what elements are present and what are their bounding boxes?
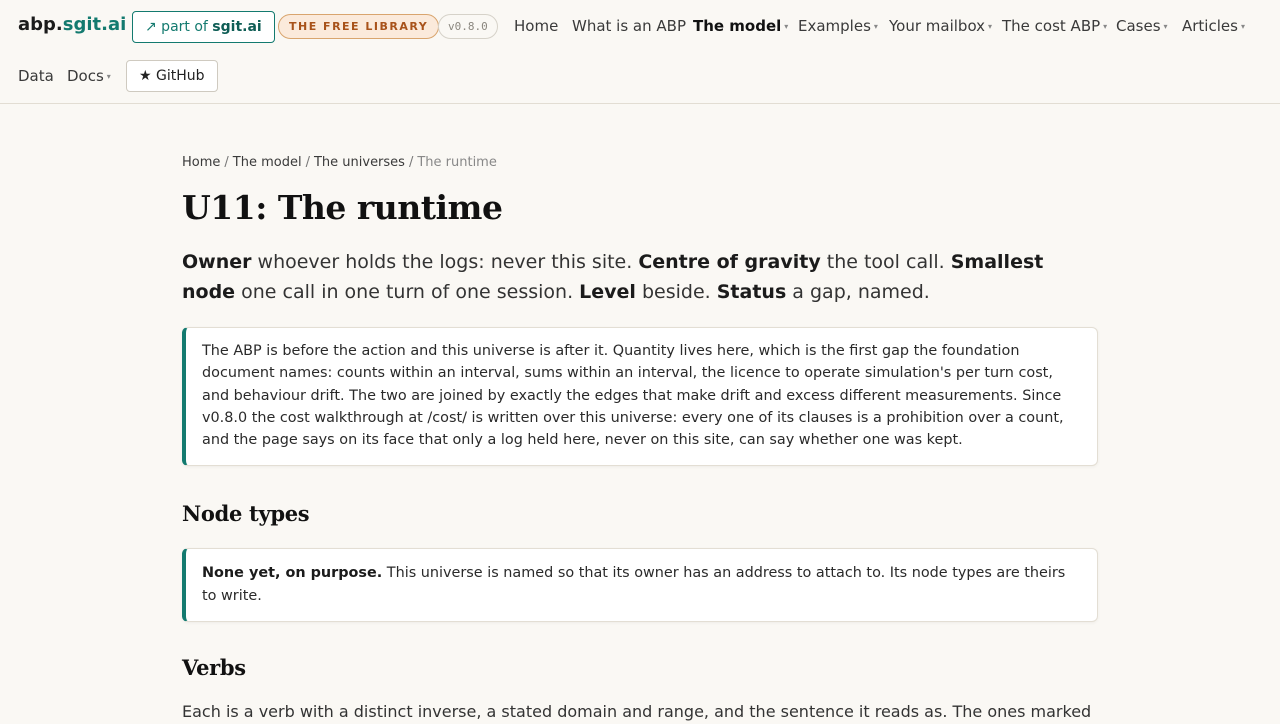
part-of-prefix: ↗ part of — [145, 19, 213, 35]
verbs-intro-text: Each is a verb with a distinct inverse, a stated domain and range, and the sentence it reads as. The ones marked — [182, 702, 1092, 722]
free-library-badge: THE FREE LIBRARY — [278, 14, 439, 39]
node-types-callout — [182, 548, 1098, 622]
node-types-bold: None yet, on purpose. — [202, 565, 383, 582]
node-types-text: This universe is named so that its owner has an address to attach to. Its node types are theirs to write. — [202, 565, 1066, 604]
breadcrumb-the-universes[interactable]: The universes — [313, 155, 405, 170]
lede-text: whoever holds the logs: never this site. — [251, 251, 639, 273]
chevron-down-icon: ▾ — [1103, 22, 1108, 31]
chevron-down-icon: ▾ — [1240, 22, 1245, 31]
github-button[interactable]: ★ GitHub — [126, 60, 218, 92]
version-badge: v0.8.0 — [438, 14, 498, 39]
lede-term: Status — [716, 281, 787, 303]
lede-term: Centre of gravity — [638, 251, 821, 273]
brand-logo-link[interactable] — [18, 14, 126, 35]
breadcrumb — [182, 155, 1098, 170]
nav-the-model[interactable]: The model ▾ — [693, 17, 789, 35]
breadcrumb-home[interactable]: Home — [182, 155, 221, 170]
breadcrumb-separator: / — [408, 155, 414, 170]
brand-accent: sgit.ai — [62, 14, 127, 35]
nav-the-cost-abp[interactable]: The cost ABP ▾ — [1002, 17, 1108, 35]
intro-callout-text: The ABP is before the action and this universe is after it. Quantity lives here, which is the first gap the foundation document names: counts within an interval, sums within an interval, the licence to operate simulation's per turn cost, and behaviour drift. The two are joined by exactly the edges that make drift and excess different measurements. Since v0.8.0 the cost walkthrough at /cost/ is written over this universe: every one of its clauses is a prohibition over a count, and the page says on its face that only a log held here, never on this site, can say whether one was kept. — [202, 343, 1064, 449]
breadcrumb-current: The runtime — [417, 155, 497, 170]
intro-callout — [182, 327, 1098, 466]
part-of-site: sgit.ai — [212, 19, 262, 35]
node-types-callout-text — [202, 562, 1081, 607]
chevron-down-icon: ▾ — [784, 22, 789, 31]
nav-home[interactable]: Home — [514, 17, 559, 35]
nav-what-is-an-abp[interactable]: What is an ABP — [572, 17, 686, 35]
lede-text: one call in one turn of one session. — [235, 281, 580, 303]
lede-term: Level — [579, 281, 636, 303]
lede-text: the tool call. — [820, 251, 951, 273]
node-types-heading: Node types — [182, 501, 310, 527]
page-lede — [182, 247, 1098, 307]
nav-docs[interactable]: Docs ▾ — [67, 67, 111, 85]
top-navigation — [0, 0, 1280, 104]
lede-text: beside. — [635, 281, 717, 303]
nav-articles[interactable]: Articles ▾ — [1182, 17, 1245, 35]
part-of-sgit-link[interactable] — [132, 11, 275, 43]
nav-your-mailbox[interactable]: Your mailbox ▾ — [889, 17, 993, 35]
lede-term: Smallest node — [182, 251, 1044, 303]
nav-cases[interactable]: Cases ▾ — [1116, 17, 1168, 35]
nav-data[interactable]: Data — [18, 67, 54, 85]
chevron-down-icon: ▾ — [873, 22, 878, 31]
breadcrumb-separator: / — [224, 155, 229, 170]
chevron-down-icon: ▾ — [988, 22, 993, 31]
main-content — [182, 104, 1098, 724]
chevron-down-icon: ▾ — [106, 72, 111, 81]
breadcrumb-the-model[interactable]: The model — [232, 155, 302, 170]
breadcrumb-separator: / — [305, 155, 310, 170]
nav-examples[interactable]: Examples ▾ — [798, 17, 878, 35]
verbs-heading: Verbs — [182, 655, 246, 681]
page-title: U11: The runtime — [182, 188, 503, 227]
lede-text: a gap, named. — [786, 281, 930, 303]
lede-term: Owner — [182, 251, 252, 273]
chevron-down-icon: ▾ — [1163, 22, 1168, 31]
brand-main: abp. — [18, 14, 63, 35]
